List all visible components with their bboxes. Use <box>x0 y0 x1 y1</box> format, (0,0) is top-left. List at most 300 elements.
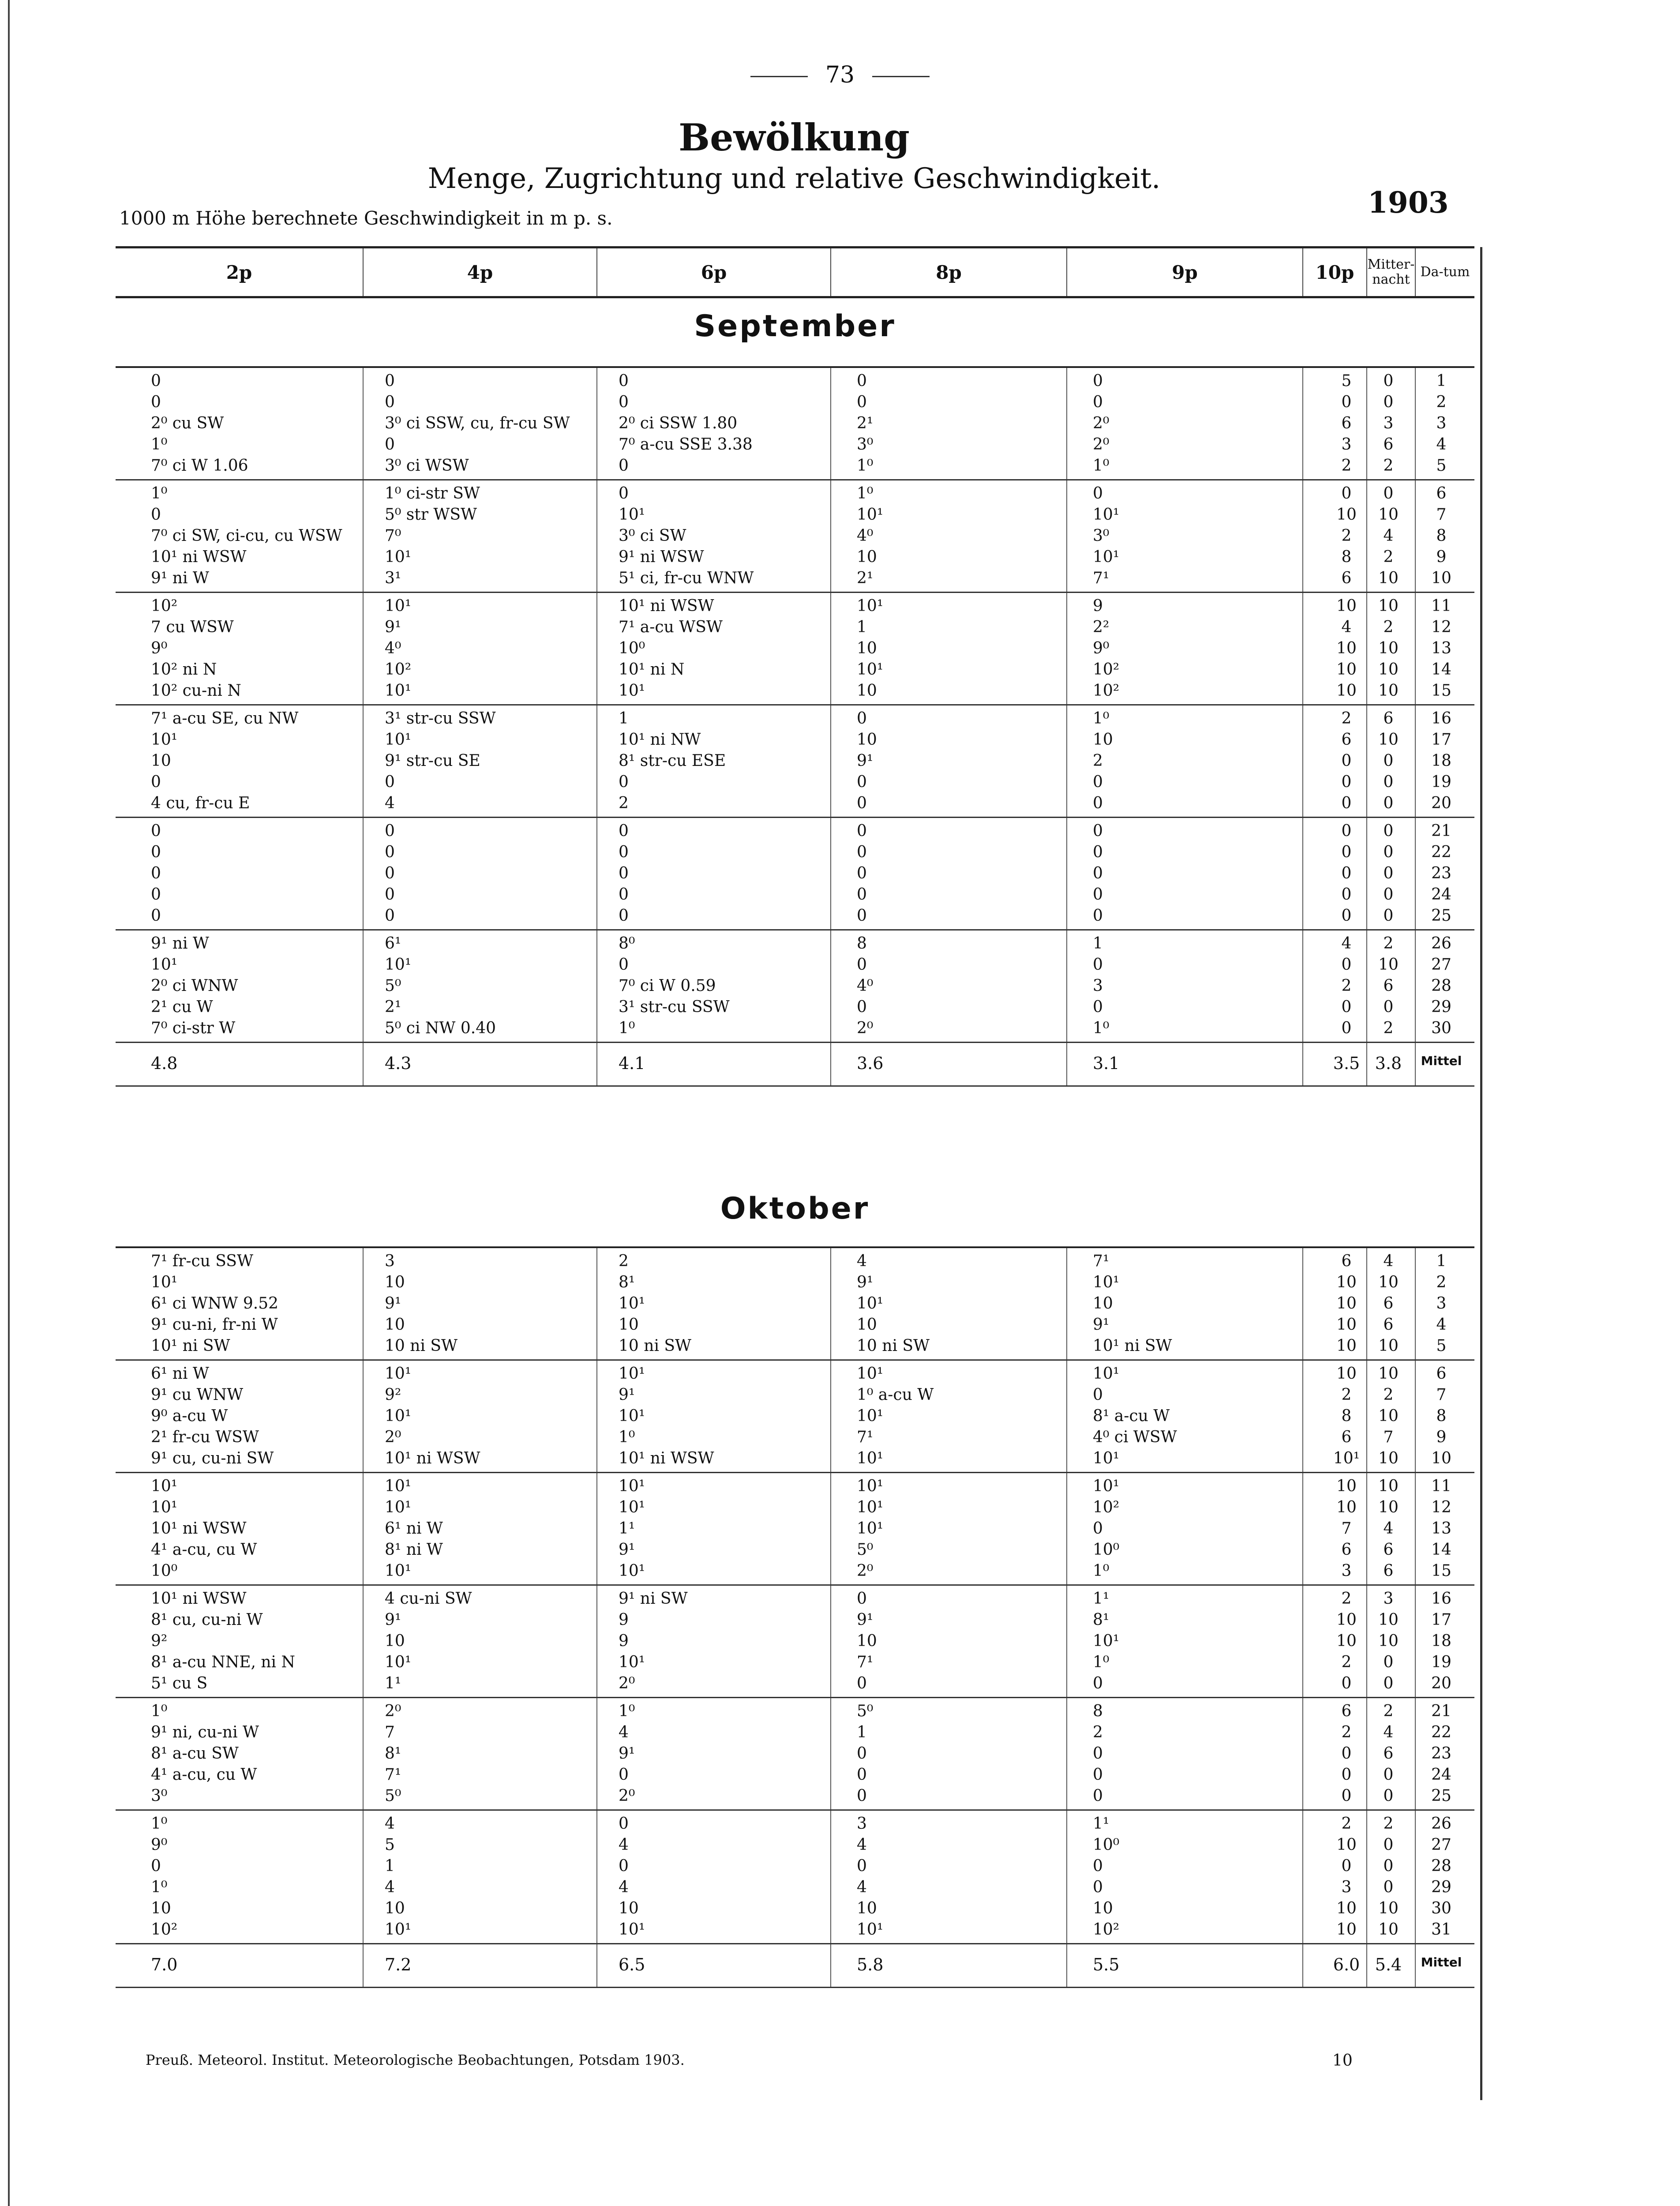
value-4p: 10¹ <box>385 1477 412 1495</box>
date: 23 <box>1431 864 1451 882</box>
value-4p: 10¹ <box>385 1921 412 1939</box>
value-6p: 10¹ <box>619 1498 645 1516</box>
row-group <box>116 1811 1474 1944</box>
value-8p: 4 <box>857 1836 867 1854</box>
table-row <box>116 1539 1474 1561</box>
value-8p: 1 <box>857 1723 867 1741</box>
date: 26 <box>1431 934 1451 953</box>
value-8p: 3⁰ <box>857 435 874 454</box>
month-title-september: September <box>694 309 896 344</box>
value-8p: 2¹ <box>857 569 874 587</box>
value-4p: 7¹ <box>385 1766 401 1784</box>
value-2p: 4¹ a-cu, cu W <box>151 1766 257 1784</box>
dash-left <box>750 76 808 77</box>
value-9p: 8 <box>1093 1702 1103 1720</box>
date: 12 <box>1431 1498 1451 1516</box>
value-4p: 10¹ <box>385 1407 412 1425</box>
value-6p: 3⁰ ci SW <box>619 527 686 545</box>
value-10p: 10 <box>1336 682 1357 700</box>
value-8p: 10 <box>857 639 877 657</box>
value-midnight: 10 <box>1378 956 1399 974</box>
value-10p: 10 <box>1336 1477 1357 1495</box>
value-10p: 10 <box>1336 1632 1357 1650</box>
value-10p: 0 <box>1341 393 1352 411</box>
value-4p: 0 <box>385 435 395 454</box>
footer-number: 10 <box>1332 2052 1353 2070</box>
value-midnight: 4 <box>1383 1252 1394 1270</box>
date: 31 <box>1431 1921 1451 1939</box>
table-row <box>116 1427 1474 1448</box>
table-september <box>116 366 1474 1087</box>
value-4p: 0 <box>385 843 395 861</box>
table-row <box>116 1743 1474 1764</box>
value-4p: 8¹ ni W <box>385 1541 443 1559</box>
value-6p: 10¹ ni WSW <box>619 1449 714 1467</box>
value-9p: 0 <box>1093 1766 1103 1784</box>
value-4p: 0 <box>385 372 395 390</box>
value-9p: 1¹ <box>1093 1590 1110 1608</box>
value-9p: 10¹ ni SW <box>1093 1337 1172 1355</box>
date: 4 <box>1436 1316 1447 1334</box>
value-9p: 0 <box>1093 885 1103 904</box>
value-midnight: 10 <box>1378 1477 1399 1495</box>
table-row <box>116 884 1474 905</box>
date: 9 <box>1436 1428 1447 1446</box>
value-9p: 0 <box>1093 1745 1103 1763</box>
value-8p: 0 <box>857 1745 867 1763</box>
value-4p: 10² <box>385 660 412 679</box>
value-9p: 2² <box>1093 618 1110 636</box>
column-divider <box>1302 1043 1303 1085</box>
value-9p: 4⁰ ci WSW <box>1093 1428 1177 1446</box>
value-midnight: 0 <box>1383 372 1394 390</box>
date: 1 <box>1436 372 1447 390</box>
date: 22 <box>1431 843 1451 861</box>
value-10p: 0 <box>1341 1674 1352 1692</box>
value-midnight: 10 <box>1378 597 1399 615</box>
value-9p: 10⁰ <box>1093 1836 1120 1854</box>
value-midnight: 2 <box>1383 934 1394 953</box>
value-4p: 3 <box>385 1252 395 1270</box>
table-row <box>116 863 1474 884</box>
value-2p: 10⁰ <box>151 1562 178 1580</box>
value-10p: 10 <box>1336 597 1357 615</box>
table-row <box>116 1722 1474 1743</box>
value-10p: 0 <box>1341 956 1352 974</box>
mean-value-2p: 4.8 <box>151 1054 178 1073</box>
value-9p: 2⁰ <box>1093 435 1110 454</box>
mean-value-4p: 4.3 <box>385 1054 412 1073</box>
value-8p: 0 <box>857 1787 867 1805</box>
value-6p: 9¹ <box>619 1541 635 1559</box>
date: 28 <box>1431 1857 1451 1875</box>
value-midnight: 2 <box>1383 1702 1394 1720</box>
value-10p: 2 <box>1341 1386 1352 1404</box>
value-10p: 6 <box>1341 1702 1352 1720</box>
value-2p: 10 <box>151 1899 171 1917</box>
col-header-2p: 2p <box>226 261 252 283</box>
value-10p: 10 <box>1336 1498 1357 1516</box>
value-midnight: 4 <box>1383 1519 1394 1538</box>
value-2p: 9¹ cu WNW <box>151 1386 244 1404</box>
table-row <box>116 1877 1474 1898</box>
value-8p: 10 <box>857 1899 877 1917</box>
value-2p: 6¹ ci WNW 9.52 <box>151 1294 279 1313</box>
value-9p: 1⁰ <box>1093 709 1110 728</box>
value-10p: 10 <box>1336 1899 1357 1917</box>
value-4p: 10¹ ni WSW <box>385 1449 480 1467</box>
value-6p: 2 <box>619 794 629 812</box>
value-4p: 4⁰ <box>385 639 401 657</box>
value-8p: 0 <box>857 907 867 925</box>
table-row <box>116 1476 1474 1497</box>
value-2p: 0 <box>151 506 161 524</box>
date: 8 <box>1436 527 1447 545</box>
date: 2 <box>1436 1273 1447 1291</box>
value-10p: 0 <box>1341 794 1352 812</box>
value-8p: 10 <box>857 682 877 700</box>
date: 4 <box>1436 435 1447 454</box>
value-8p: 0 <box>857 885 867 904</box>
value-6p: 10¹ <box>619 682 645 700</box>
value-10p: 10 <box>1336 639 1357 657</box>
value-8p: 5⁰ <box>857 1541 874 1559</box>
date: 17 <box>1431 1611 1451 1629</box>
value-4p: 10 <box>385 1316 405 1334</box>
mean-value-10p: 6.0 <box>1333 1955 1360 1974</box>
value-10p: 10 <box>1336 1294 1357 1313</box>
mean-value-10p: 3.5 <box>1333 1054 1360 1073</box>
date: 1 <box>1436 1252 1447 1270</box>
value-8p: 10¹ <box>857 1519 884 1538</box>
mean-value-2p: 7.0 <box>151 1955 178 1974</box>
table-row <box>116 1293 1474 1314</box>
value-2p: 10¹ <box>151 956 178 974</box>
value-10p: 0 <box>1341 907 1352 925</box>
value-8p: 1 <box>857 618 867 636</box>
page-frame-left <box>8 0 10 2206</box>
date: 6 <box>1436 1365 1447 1383</box>
value-6p: 10¹ <box>619 506 645 524</box>
value-2p: 10¹ ni WSW <box>151 1590 247 1608</box>
table-row <box>116 1018 1474 1039</box>
value-midnight: 10 <box>1378 569 1399 587</box>
value-2p: 0 <box>151 822 161 840</box>
value-4p: 2⁰ <box>385 1702 401 1720</box>
value-8p: 0 <box>857 822 867 840</box>
date: 23 <box>1431 1745 1451 1763</box>
value-6p: 0 <box>619 956 629 974</box>
value-4p: 9¹ <box>385 1611 401 1629</box>
value-10p: 2 <box>1341 977 1352 995</box>
table-row <box>116 750 1474 772</box>
date: 6 <box>1436 484 1447 503</box>
value-10p: 3 <box>1341 1878 1352 1896</box>
value-4p: 8¹ <box>385 1745 401 1763</box>
value-4p: 10¹ <box>385 1365 412 1383</box>
value-6p: 10 <box>619 1316 639 1334</box>
value-4p: 2¹ <box>385 998 401 1016</box>
table-row <box>116 1856 1474 1877</box>
footer-publisher: Preuß. Meteorol. Institut. Meteorologische Beobachtungen, Potsdam 1903. <box>146 2052 685 2068</box>
value-10p: 0 <box>1341 843 1352 861</box>
value-9p: 10¹ <box>1093 1632 1120 1650</box>
value-midnight: 10 <box>1378 682 1399 700</box>
value-4p: 10¹ <box>385 956 412 974</box>
value-10p: 0 <box>1341 1857 1352 1875</box>
value-midnight: 0 <box>1383 1787 1394 1805</box>
table-row <box>116 1272 1474 1293</box>
value-8p: 10 <box>857 731 877 749</box>
value-4p: 5⁰ <box>385 977 401 995</box>
table-row <box>116 1406 1474 1427</box>
value-9p: 0 <box>1093 773 1103 791</box>
value-8p: 9¹ <box>857 1273 874 1291</box>
value-9p: 10² <box>1093 1498 1120 1516</box>
value-9p: 3⁰ <box>1093 527 1110 545</box>
table-row <box>116 1384 1474 1406</box>
value-10p: 0 <box>1341 484 1352 503</box>
value-2p: 9¹ cu-ni, fr-ni W <box>151 1316 278 1334</box>
table-row <box>116 596 1474 617</box>
value-8p: 1⁰ <box>857 457 874 475</box>
value-4p: 1¹ <box>385 1674 401 1692</box>
value-9p: 10¹ <box>1093 1477 1120 1495</box>
row-group <box>116 818 1474 930</box>
year: 1903 <box>1368 185 1449 220</box>
value-10p: 10 <box>1336 1921 1357 1939</box>
value-9p: 0 <box>1093 864 1103 882</box>
value-2p: 10² cu-ni N <box>151 682 241 700</box>
table-row <box>116 1561 1474 1582</box>
table-row <box>116 568 1474 589</box>
value-10p: 0 <box>1341 998 1352 1016</box>
value-midnight: 0 <box>1383 998 1394 1016</box>
value-6p: 1⁰ <box>619 1702 635 1720</box>
value-6p: 0 <box>619 1766 629 1784</box>
value-2p: 9¹ cu, cu-ni SW <box>151 1449 274 1467</box>
mean-value-6p: 6.5 <box>619 1955 645 1974</box>
value-midnight: 6 <box>1383 1745 1394 1763</box>
value-2p: 7 cu WSW <box>151 618 234 636</box>
value-8p: 0 <box>857 1766 867 1784</box>
value-6p: 7⁰ a-cu SSE 3.38 <box>619 435 753 454</box>
value-2p: 10² ni N <box>151 660 217 679</box>
value-4p: 10 ni SW <box>385 1337 458 1355</box>
value-8p: 10 ni SW <box>857 1337 930 1355</box>
value-6p: 10 <box>619 1899 639 1917</box>
value-6p: 10¹ <box>619 1294 645 1313</box>
value-6p: 9¹ <box>619 1386 635 1404</box>
value-midnight: 0 <box>1383 1766 1394 1784</box>
table-row <box>116 1497 1474 1518</box>
value-8p: 9¹ <box>857 1611 874 1629</box>
date: 7 <box>1436 506 1447 524</box>
value-2p: 10 <box>151 752 171 770</box>
value-6p: 10¹ <box>619 1477 645 1495</box>
row-group <box>116 1586 1474 1698</box>
value-9p: 1 <box>1093 934 1103 953</box>
value-2p: 6¹ ni W <box>151 1365 209 1383</box>
mean-value-8p: 3.6 <box>857 1054 884 1073</box>
date: 27 <box>1431 1836 1451 1854</box>
value-2p: 1⁰ <box>151 1878 168 1896</box>
value-4p: 10 <box>385 1632 405 1650</box>
value-4p: 5⁰ ci NW 0.40 <box>385 1019 496 1037</box>
value-9p: 10¹ <box>1093 1273 1120 1291</box>
date: 18 <box>1431 752 1451 770</box>
table-row <box>116 392 1474 413</box>
date: 29 <box>1431 1878 1451 1896</box>
value-4p: 0 <box>385 885 395 904</box>
date: 26 <box>1431 1815 1451 1833</box>
value-2p: 9¹ ni W <box>151 934 209 953</box>
value-midnight: 0 <box>1383 1836 1394 1854</box>
value-6p: 0 <box>619 885 629 904</box>
value-midnight: 0 <box>1383 1674 1394 1692</box>
column-divider <box>596 1944 597 1987</box>
value-10p: 2 <box>1341 1590 1352 1608</box>
value-9p: 10⁰ <box>1093 1541 1120 1559</box>
value-4p: 1 <box>385 1857 395 1875</box>
value-6p: 0 <box>619 822 629 840</box>
value-2p: 9⁰ <box>151 1836 168 1854</box>
page-number-line <box>0 62 1680 88</box>
value-8p: 0 <box>857 709 867 728</box>
value-4p: 6¹ ni W <box>385 1519 443 1538</box>
value-midnight: 3 <box>1383 1590 1394 1608</box>
table-row <box>116 1363 1474 1384</box>
value-4p: 10¹ <box>385 1498 412 1516</box>
value-midnight: 10 <box>1378 639 1399 657</box>
value-midnight: 4 <box>1383 527 1394 545</box>
table-row <box>116 371 1474 392</box>
table-row <box>116 1764 1474 1786</box>
value-8p: 0 <box>857 864 867 882</box>
row-group <box>116 705 1474 818</box>
value-9p: 10 <box>1093 731 1113 749</box>
table-october <box>116 1246 1474 1988</box>
value-9p: 10¹ <box>1093 506 1120 524</box>
table-row <box>116 1448 1474 1469</box>
value-midnight: 0 <box>1383 907 1394 925</box>
value-midnight: 2 <box>1383 1019 1394 1037</box>
value-8p: 0 <box>857 1590 867 1608</box>
value-9p: 9¹ <box>1093 1316 1110 1334</box>
value-10p: 0 <box>1341 1745 1352 1763</box>
value-8p: 0 <box>857 393 867 411</box>
table-row <box>116 617 1474 638</box>
value-6p: 1⁰ <box>619 1428 635 1446</box>
value-6p: 0 <box>619 1815 629 1833</box>
value-9p: 10¹ <box>1093 1365 1120 1383</box>
value-9p: 3 <box>1093 977 1103 995</box>
date: 11 <box>1431 597 1451 615</box>
value-midnight: 6 <box>1383 977 1394 995</box>
value-10p: 10 <box>1336 1611 1357 1629</box>
value-9p: 0 <box>1093 484 1103 503</box>
date: 14 <box>1431 660 1451 679</box>
value-midnight: 6 <box>1383 435 1394 454</box>
table-row <box>116 905 1474 927</box>
value-6p: 9 <box>619 1611 629 1629</box>
table-row <box>116 504 1474 525</box>
value-2p: 10¹ <box>151 731 178 749</box>
value-2p: 10¹ <box>151 1477 178 1495</box>
value-4p: 0 <box>385 864 395 882</box>
table-row <box>116 547 1474 568</box>
value-8p: 8 <box>857 934 867 953</box>
value-8p: 2⁰ <box>857 1562 874 1580</box>
date: 24 <box>1431 1766 1451 1784</box>
value-9p: 10¹ <box>1093 548 1120 566</box>
row-group <box>116 1248 1474 1361</box>
value-8p: 10¹ <box>857 506 884 524</box>
date: 25 <box>1431 1787 1451 1805</box>
mean-value-8p: 5.8 <box>857 1955 884 1974</box>
value-2p: 9⁰ <box>151 639 168 657</box>
table-row <box>116 483 1474 504</box>
value-6p: 10¹ <box>619 1921 645 1939</box>
value-9p: 0 <box>1093 907 1103 925</box>
value-4p: 0 <box>385 822 395 840</box>
value-midnight: 10 <box>1378 1337 1399 1355</box>
value-9p: 10² <box>1093 682 1120 700</box>
value-midnight: 10 <box>1378 1449 1399 1467</box>
table-row <box>116 1919 1474 1940</box>
table-row <box>116 1652 1474 1673</box>
value-2p: 0 <box>151 393 161 411</box>
page-number: 73 <box>825 62 855 88</box>
value-4p: 10 <box>385 1273 405 1291</box>
value-10p: 0 <box>1341 1019 1352 1037</box>
value-8p: 1⁰ a-cu W <box>857 1386 934 1404</box>
value-4p: 3⁰ ci SSW, cu, fr-cu SW <box>385 414 570 432</box>
value-10p: 0 <box>1341 773 1352 791</box>
value-4p: 5 <box>385 1836 395 1854</box>
date: 18 <box>1431 1632 1451 1650</box>
date: 17 <box>1431 731 1451 749</box>
value-midnight: 0 <box>1383 484 1394 503</box>
value-8p: 10¹ <box>857 660 884 679</box>
value-6p: 0 <box>619 907 629 925</box>
page-frame-right <box>1480 247 1482 2100</box>
date: 11 <box>1431 1477 1451 1495</box>
date: 9 <box>1436 548 1447 566</box>
value-midnight: 0 <box>1383 794 1394 812</box>
value-10p: 0 <box>1341 1787 1352 1805</box>
value-8p: 7¹ <box>857 1428 874 1446</box>
value-2p: 8¹ a-cu SW <box>151 1745 239 1763</box>
value-midnight: 0 <box>1383 752 1394 770</box>
value-4p: 10¹ <box>385 597 412 615</box>
table-row <box>116 793 1474 814</box>
date: 22 <box>1431 1723 1451 1741</box>
value-8p: 10¹ <box>857 1365 884 1383</box>
table-row <box>116 455 1474 476</box>
value-4p: 5⁰ <box>385 1787 401 1805</box>
value-10p: 2 <box>1341 1723 1352 1741</box>
value-10p: 2 <box>1341 1653 1352 1671</box>
value-midnight: 0 <box>1383 864 1394 882</box>
date: 15 <box>1431 682 1451 700</box>
value-6p: 0 <box>619 864 629 882</box>
date: 13 <box>1431 1519 1451 1538</box>
column-divider <box>1302 1944 1303 1987</box>
value-6p: 10¹ <box>619 1653 645 1671</box>
date: 29 <box>1431 998 1451 1016</box>
value-4p: 9¹ <box>385 618 401 636</box>
